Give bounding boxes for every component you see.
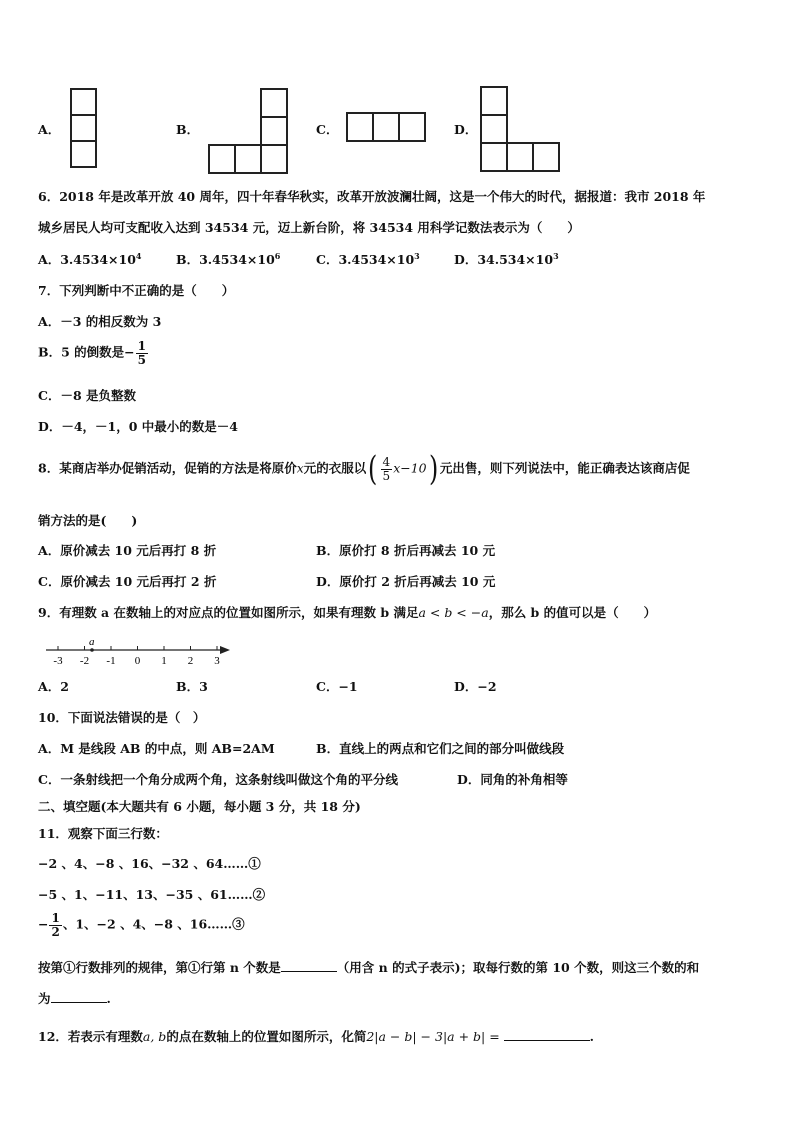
q9-stem: 9．有理数 a 在数轴上的对应点的位置如图所示，如果有理数 b 满足a < b < −a，那么 b 的值可以是（ ） bbox=[38, 605, 657, 620]
fraction-four-fifths: $\frac{4}{5}$ bbox=[382, 454, 391, 483]
q7-option-b: B．5 的倒数是− $\frac{1}{5}$ bbox=[38, 339, 146, 367]
tick-label: 0 bbox=[134, 655, 141, 667]
q9-option-b: B．3 bbox=[176, 679, 208, 694]
q11-stem: 11．观察下面三行数： bbox=[38, 826, 168, 841]
q11-row3: − $\frac{1}{2}$ 、1、−2 、4、−8 、16……③ bbox=[38, 911, 245, 939]
q8-stem-line2: 销方法的是( ) bbox=[38, 513, 138, 528]
option-d-label: D． bbox=[454, 122, 478, 137]
q8-stem: 8．某商店举办促销活动，促销的方法是将原价x元的衣服以( $\frac{4}{5}$ x−10) 元出售，则下列说法中，能正确表达该商店促 bbox=[38, 449, 690, 489]
q6-option-c: C．$3.4534\times 10^3$ bbox=[316, 250, 420, 267]
q12-stem: 12．若表示有理数a, b的点在数轴上的位置如图所示，化简2|a − b| − 3|a + b| = . bbox=[38, 1029, 595, 1044]
q6-option-a: A．$3.4534\times 10^4$ bbox=[38, 250, 142, 267]
q8-option-d: D．原价打 2 折后再减去 10 元 bbox=[316, 574, 496, 589]
tick-label: 1 bbox=[161, 655, 167, 667]
q10-option-b: B．直线上的两点和它们之间的部分叫做线段 bbox=[316, 741, 565, 756]
tick-label: 2 bbox=[187, 655, 194, 667]
q10-stem: 10．下面说法错误的是（ ） bbox=[38, 710, 206, 725]
answer-blank-1[interactable] bbox=[281, 959, 337, 972]
q6-option-d: D．$34.534\times 10^3$ bbox=[454, 250, 559, 267]
q6-stem-line2: 城乡居民人均可支配收入达到 34534 元，迈上新台阶，将 34534 用科学记数法表示为（ ） bbox=[38, 220, 580, 235]
q7-option-c: C．－8 是负整数 bbox=[38, 388, 136, 403]
q10-option-c: C．一条射线把一个角分成两个角，这条射线叫做这个角的平分线 bbox=[38, 772, 398, 787]
q7-stem: 7．下列判断中不正确的是（ ） bbox=[38, 283, 235, 298]
option-a-label: A． bbox=[38, 122, 61, 137]
q8-option-a: A．原价减去 10 元后再打 8 折 bbox=[38, 543, 217, 558]
q11-question-line2: 为 . bbox=[38, 991, 111, 1006]
fraction-one-fifth: $\frac{1}{5}$ bbox=[137, 339, 146, 367]
point-a bbox=[90, 648, 94, 652]
q7-option-d: D．－4，－1，0 中最小的数是－4 bbox=[38, 419, 238, 434]
tick-label: 3 bbox=[214, 655, 220, 667]
q9-number-line bbox=[44, 634, 234, 670]
option-c-label: C． bbox=[316, 122, 339, 137]
answer-blank-3[interactable] bbox=[504, 1028, 590, 1041]
option-b-label: B． bbox=[176, 122, 200, 137]
q6-option-b: B．$3.4534\times 10^6$ bbox=[176, 250, 281, 267]
q8-option-b: B．原价打 8 折后再减去 10 元 bbox=[316, 543, 496, 558]
q7-option-a: A．－3 的相反数为 3 bbox=[38, 314, 162, 329]
q8-option-c: C．原价减去 10 元后再打 2 折 bbox=[38, 574, 217, 589]
q9-option-a: A．2 bbox=[38, 679, 69, 694]
section-fill-in-heading: 二、填空题(本大题共有 6 小题，每小题 3 分，共 18 分) bbox=[38, 799, 361, 814]
point-a-label: a bbox=[89, 636, 95, 648]
q10-option-d: D．同角的补角相等 bbox=[457, 772, 568, 787]
q9-option-c: C．−1 bbox=[316, 679, 358, 694]
q11-row2: −5 、1、−11、13、−35 、61……② bbox=[38, 887, 266, 902]
fraction-one-half: $\frac{1}{2}$ bbox=[51, 911, 60, 939]
tick-label: -2 bbox=[79, 655, 90, 667]
q6-stem-line1: 6．2018 年是改革开放 40 周年，四十年春华秋实，改革开放波澜壮阔，这是一个伟大的时代，据报道：我市 2018 年 bbox=[38, 189, 706, 204]
tick-label: -1 bbox=[106, 655, 116, 667]
answer-blank-2[interactable] bbox=[51, 990, 107, 1003]
q9-option-d: D．−2 bbox=[454, 679, 497, 694]
q10-option-a: A．M 是线段 AB 的中点，则 AB=2AM bbox=[38, 741, 275, 756]
q11-row1: −2 、4、−8 、16、−32 、64……① bbox=[38, 856, 261, 871]
q11-question-line1: 按第①行数排列的规律，第①行第 n 个数是 （用含 n 的式子表示)；取每行数的第 10 个数，则这三个数的和 bbox=[38, 960, 700, 975]
tick-label: -3 bbox=[53, 655, 63, 667]
